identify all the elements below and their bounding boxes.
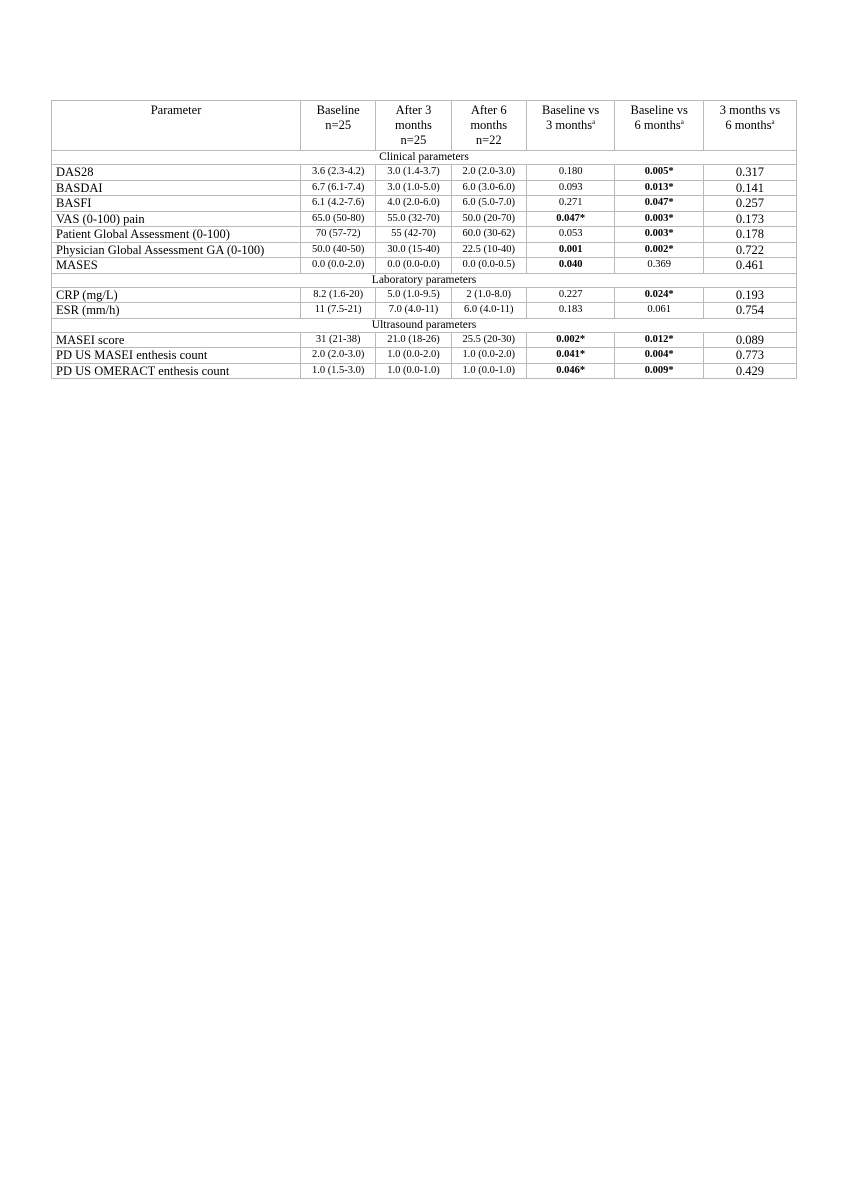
baseline-cell: 3.6 (2.3-4.2) [301, 165, 376, 181]
p-3-vs-6-cell: 0.141 [703, 180, 796, 196]
baseline-cell: 11 (7.5-21) [301, 303, 376, 319]
section-title: Clinical parameters [52, 151, 797, 165]
six-month-cell: 6.0 (3.0-6.0) [451, 180, 526, 196]
p-baseline-vs-3-cell: 0.001 [526, 242, 615, 258]
three-month-cell: 1.0 (0.0-2.0) [376, 348, 451, 364]
parameter-cell: PD US OMERACT enthesis count [52, 363, 301, 379]
header-baseline-vs-6-months: Baseline vs 6 months$^a$ [615, 101, 704, 151]
p-baseline-vs-3-cell: 0.047* [526, 211, 615, 227]
parameter-cell: BASDAI [52, 180, 301, 196]
p-3-vs-6-cell: 0.173 [703, 211, 796, 227]
parameter-cell: MASES [52, 258, 301, 274]
six-month-cell: 22.5 (10-40) [451, 242, 526, 258]
three-month-cell: 5.0 (1.0-9.5) [376, 287, 451, 303]
p-3-vs-6-cell: 0.193 [703, 287, 796, 303]
six-month-cell: 0.0 (0.0-0.5) [451, 258, 526, 274]
p-baseline-vs-3-cell: 0.271 [526, 196, 615, 212]
p-baseline-vs-6-cell: 0.061 [615, 303, 704, 319]
three-month-cell: 3.0 (1.4-3.7) [376, 165, 451, 181]
table-row [52, 242, 797, 258]
parameter-cell: BASFI [52, 196, 301, 212]
p-3-vs-6-cell: 0.317 [703, 165, 796, 181]
table-row [52, 348, 797, 364]
p-baseline-vs-3-cell: 0.041* [526, 348, 615, 364]
three-month-cell: 7.0 (4.0-11) [376, 303, 451, 319]
p-baseline-vs-6-cell: 0.012* [615, 332, 704, 348]
table-row [52, 332, 797, 348]
six-month-cell: 25.5 (20-30) [451, 332, 526, 348]
baseline-cell: 6.7 (6.1-7.4) [301, 180, 376, 196]
three-month-cell: 1.0 (0.0-1.0) [376, 363, 451, 379]
table-row [52, 196, 797, 212]
parameter-cell: VAS (0-100) pain [52, 211, 301, 227]
six-month-cell: 2.0 (2.0-3.0) [451, 165, 526, 181]
table-body [52, 151, 797, 379]
p-baseline-vs-3-cell: 0.093 [526, 180, 615, 196]
parameter-cell: DAS28 [52, 165, 301, 181]
six-month-cell: 60.0 (30-62) [451, 227, 526, 243]
footnote-marker: a [592, 117, 596, 126]
table-row [52, 258, 797, 274]
baseline-cell: 65.0 (50-80) [301, 211, 376, 227]
section-title: Laboratory parameters [52, 273, 797, 287]
p-baseline-vs-6-cell: 0.369 [615, 258, 704, 274]
p-3-vs-6-cell: 0.089 [703, 332, 796, 348]
table-row [52, 180, 797, 196]
parameter-cell: CRP (mg/L) [52, 287, 301, 303]
p-baseline-vs-6-cell: 0.013* [615, 180, 704, 196]
p-baseline-vs-3-cell: 0.180 [526, 165, 615, 181]
parameter-cell: ESR (mm/h) [52, 303, 301, 319]
p-baseline-vs-6-cell: 0.047* [615, 196, 704, 212]
table-row [52, 287, 797, 303]
p-baseline-vs-6-cell: 0.009* [615, 363, 704, 379]
table-header-row [52, 101, 797, 151]
p-baseline-vs-3-cell: 0.227 [526, 287, 615, 303]
section-header-row [52, 318, 797, 332]
baseline-cell: 1.0 (1.5-3.0) [301, 363, 376, 379]
three-month-cell: 21.0 (18-26) [376, 332, 451, 348]
p-3-vs-6-cell: 0.722 [703, 242, 796, 258]
document-page [51, 100, 797, 379]
results-table [51, 100, 797, 379]
p-3-vs-6-cell: 0.461 [703, 258, 796, 274]
six-month-cell: 6.0 (5.0-7.0) [451, 196, 526, 212]
three-month-cell: 3.0 (1.0-5.0) [376, 180, 451, 196]
p-baseline-vs-6-cell: 0.024* [615, 287, 704, 303]
p-baseline-vs-6-cell: 0.003* [615, 211, 704, 227]
p-baseline-vs-6-cell: 0.005* [615, 165, 704, 181]
p-3-vs-6-cell: 0.429 [703, 363, 796, 379]
header-baseline-vs-3-months: Baseline vs 3 months$^a$ [526, 101, 615, 151]
p-baseline-vs-3-cell: 0.040 [526, 258, 615, 274]
header-baseline: Baseline n=25 [301, 101, 376, 151]
table-row [52, 363, 797, 379]
p-3-vs-6-cell: 0.754 [703, 303, 796, 319]
parameter-cell: Patient Global Assessment (0-100) [52, 227, 301, 243]
six-month-cell: 50.0 (20-70) [451, 211, 526, 227]
p-baseline-vs-3-cell: 0.002* [526, 332, 615, 348]
baseline-cell: 8.2 (1.6-20) [301, 287, 376, 303]
three-month-cell: 55 (42-70) [376, 227, 451, 243]
baseline-cell: 2.0 (2.0-3.0) [301, 348, 376, 364]
footnote-marker: a [771, 117, 775, 126]
table-row [52, 303, 797, 319]
section-title: Ultrasound parameters [52, 318, 797, 332]
parameter-cell: MASEI score [52, 332, 301, 348]
six-month-cell: 1.0 (0.0-2.0) [451, 348, 526, 364]
table-row [52, 211, 797, 227]
baseline-cell: 70 (57-72) [301, 227, 376, 243]
p-baseline-vs-3-cell: 0.053 [526, 227, 615, 243]
p-baseline-vs-3-cell: 0.046* [526, 363, 615, 379]
header-3-vs-6-months: 3 months vs 6 months$^a$ [703, 101, 796, 151]
p-3-vs-6-cell: 0.773 [703, 348, 796, 364]
table-row [52, 165, 797, 181]
header-after-6-months: After 6 months n=22 [451, 101, 526, 151]
three-month-cell: 30.0 (15-40) [376, 242, 451, 258]
table-row [52, 227, 797, 243]
section-header-row [52, 151, 797, 165]
p-baseline-vs-3-cell: 0.183 [526, 303, 615, 319]
p-baseline-vs-6-cell: 0.002* [615, 242, 704, 258]
six-month-cell: 6.0 (4.0-11) [451, 303, 526, 319]
baseline-cell: 0.0 (0.0-2.0) [301, 258, 376, 274]
parameter-cell: PD US MASEI enthesis count [52, 348, 301, 364]
footnote-marker: a [680, 117, 684, 126]
p-baseline-vs-6-cell: 0.003* [615, 227, 704, 243]
header-after-3-months: After 3 months n=25 [376, 101, 451, 151]
baseline-cell: 6.1 (4.2-7.6) [301, 196, 376, 212]
three-month-cell: 0.0 (0.0-0.0) [376, 258, 451, 274]
p-3-vs-6-cell: 0.257 [703, 196, 796, 212]
header-parameter: Parameter [52, 101, 301, 151]
three-month-cell: 55.0 (32-70) [376, 211, 451, 227]
three-month-cell: 4.0 (2.0-6.0) [376, 196, 451, 212]
six-month-cell: 1.0 (0.0-1.0) [451, 363, 526, 379]
p-baseline-vs-6-cell: 0.004* [615, 348, 704, 364]
p-3-vs-6-cell: 0.178 [703, 227, 796, 243]
six-month-cell: 2 (1.0-8.0) [451, 287, 526, 303]
baseline-cell: 31 (21-38) [301, 332, 376, 348]
section-header-row [52, 273, 797, 287]
baseline-cell: 50.0 (40-50) [301, 242, 376, 258]
parameter-cell: Physician Global Assessment GA (0-100) [52, 242, 301, 258]
